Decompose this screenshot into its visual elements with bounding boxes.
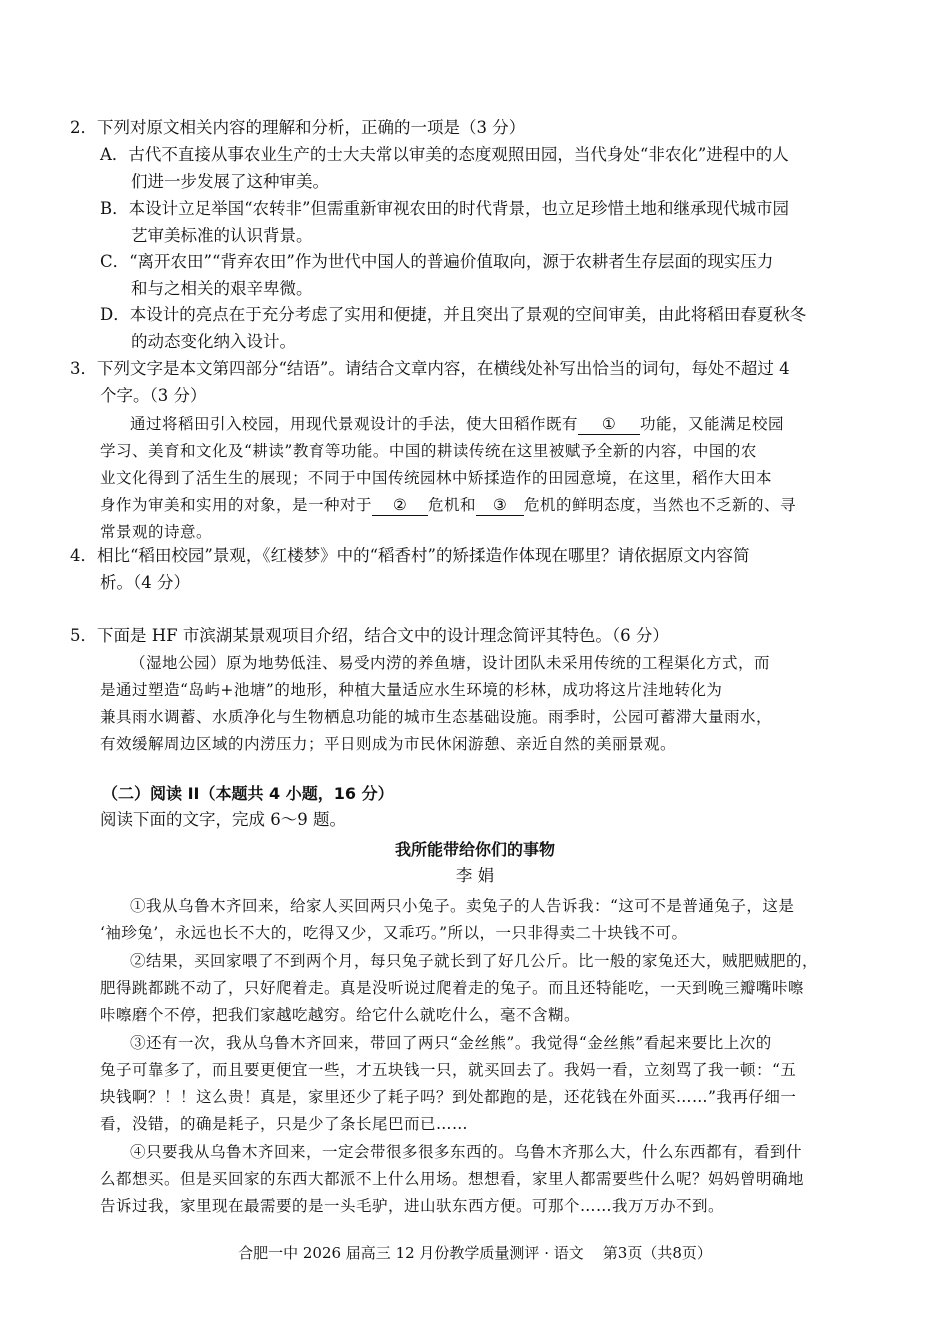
article-title: 我所能带给你们的事物 [394,840,555,859]
paragraph-3-line1: ③还有一次，我从乌鲁木齐回来，带回了两只“金丝熊”。我觉得“金丝熊”看起来要比上次的 [130,1034,772,1052]
section-instruction: 阅读下面的文字，完成 6～9 题。 [100,810,346,829]
q5-material-line4: 有效缓解周边区域的内涝压力；平日则成为市民休闲游憩、亲近自然的美丽景观。 [100,735,677,753]
paragraph-2-line2: 肥得跳都跳不动了，只好爬着走。真是没听说过爬着走的兔子。而且还特能吃，一天到晚三瓣嘴咔嚓 [100,979,805,997]
q5-material-line2: 是通过塑造“岛屿+池塘”的地形，种植大量适应水生环境的杉林，成功将这片洼地转化为 [100,681,723,699]
paragraph-4-line3: 告诉过我，家里现在最需要的是一头毛驴，进山驮东西方便。可那个……我万万办不到。 [100,1197,725,1215]
answer-blank-1[interactable]: ① [578,414,640,435]
q2-stem: 2．下列对原文相关内容的理解和分析，正确的一项是（3 分） [70,118,526,137]
q2-option-c-line1: C．“离开农田”“背弃农田”作为世代中国人的普遍价值取向，源于农耕者生存层面的现实压力 [100,252,774,271]
paragraph-3-line2: 兔子可靠多了，而且要更便宜一些，才五块钱一只，就买回去了。我妈一看，立刻骂了我一顿：“五 [100,1061,797,1079]
paragraph-4-line2: 么都想买。但是买回家的东西大都派不上什么用场。想想看，家里人都需要些什么呢？妈妈曾明确地 [100,1170,805,1188]
q3-stem-line1: 3．下列文字是本文第四部分“结语”。请结合文章内容，在横线处补写出恰当的词句，每处不超过 4 [70,359,790,378]
q5-material-line3: 兼具雨水调蓄、水质净化与生物栖息功能的城市生态基础设施。雨季时，公园可蓄滞大量雨水， [100,708,773,726]
q4-stem-line2: 析。（4 分） [100,573,190,592]
q3-stem-line2: 个字。（3 分） [100,386,207,405]
paragraph-1-line2: ‘袖珍兔’，永远也长不大的，吃得又少，又乖巧。”所以，一只非得卖二十块钱不可。 [100,924,688,942]
paragraph-3-line4: 看，没错，的确是耗子，只是少了条长尾巴而已…… [100,1115,469,1133]
q2-option-a-line1: A．古代不直接从事农业生产的士大夫常以审美的态度观照田园，当代身处“非农化”进程中的人 [100,145,789,164]
answer-blank-3[interactable]: ③ [476,495,524,516]
paragraph-1-line1: ①我从乌鲁木齐回来，给家人买回两只小兔子。卖兔子的人告诉我：“这可不是普通兔子，这是 [130,897,795,915]
paragraph-2-line3: 咔嚓磨个不停，把我们家越吃越穷。给它什么就吃什么，毫不含糊。 [100,1006,581,1024]
paragraph-4-line1: ④只要我从乌鲁木齐回来，一定会带很多很多东西的。乌鲁木齐那么大，什么东西都有，看到什 [130,1143,803,1161]
section-heading: （二）阅读 II（本题共 4 小题，16 分） [102,784,394,803]
answer-blank-2[interactable]: ② [372,495,428,516]
article-author: 李 娟 [455,866,495,885]
q3-passage-line2: 学习、美育和文化及“耕读”教育等功能。中国的耕读传统在这里被赋予全新的内容，中国的农 [100,442,757,460]
q4-stem-line1: 4．相比“稻田校园”景观，《红楼梦》中的“稻香村”的矫揉造作体现在哪里？请依据原文内容简 [70,546,750,565]
q3-passage-line4: 身作为审美和实用的对象，是一种对于 ② 危机和 ③ 危机的鲜明态度，当然也不乏新的、寻 [100,496,797,514]
q2-option-d-line1: D．本设计的亮点在于充分考虑了实用和便捷，并且突出了景观的空间审美，由此将稻田春夏秋冬 [100,305,807,324]
q3-passage-line1: 通过将稻田引入校园，用现代景观设计的手法，使大田稻作既有 ① 功能，又能满足校园 [130,415,785,433]
q2-option-c-line2: 和与之相关的艰辛卑微。 [131,279,313,298]
page-footer: 合肥一中 2026 届高三 12 月份教学质量测评 · 语文 第3页（共8页） [238,1244,712,1262]
q5-material-line1: （湿地公园）原为地势低洼、易受内涝的养鱼塘，设计团队未采用传统的工程渠化方式，而 [130,654,771,672]
paragraph-2-line1: ②结果，买回家喂了不到两个月，每只兔子就长到了好几公斤。比一般的家兔还大，贼肥贼肥的， [130,952,819,970]
q2-option-b-line2: 艺审美标准的认识背景。 [131,226,313,245]
q2-option-a-line2: 们进一步发展了这种审美。 [131,172,329,191]
q2-option-d-line2: 的动态变化纳入设计。 [131,332,296,351]
q3-passage-line3: 业文化得到了活生生的展现；不同于中国传统园林中矫揉造作的田园意境，在这里，稻作大田本 [100,469,773,487]
paragraph-3-line3: 块钱啊？！！这么贵！真是，家里还少了耗子吗？到处都跑的是，还花钱在外面买……”我再仔细一 [100,1088,797,1106]
q3-passage-line5: 常景观的诗意。 [100,523,213,541]
q5-stem: 5．下面是 HF 市滨湖某景观项目介绍，结合文中的设计理念简评其特色。（6 分） [70,626,669,645]
q2-option-b-line1: B．本设计立足举国“农转非”但需重新审视农田的时代背景，也立足珍惜土地和继承现代城市园 [100,199,789,218]
